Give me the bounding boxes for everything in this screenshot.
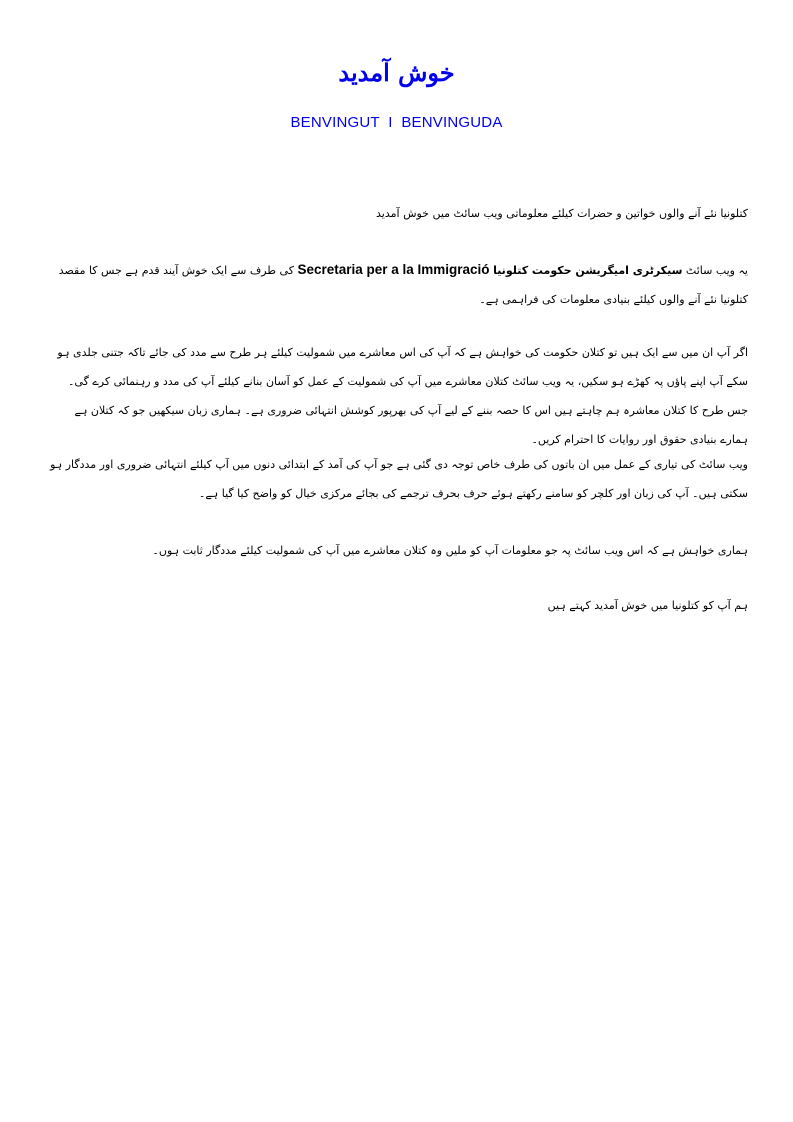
page-title-urdu: خوش آمدید: [338, 58, 455, 87]
secretariat-name-urdu: سیکرٹری امیگریشن حکومت کتلونیا: [493, 264, 683, 277]
paragraph-integration: اگر آپ ان میں سے ایک ہیں تو کتلان حکومت کی خواہش ہے کہ آپ کی اس معاشرے میں شمولیت کیلئے ہر طرح سے مدد کی جائے تاکہ جتنی جلدی ہو سکے آپ اپنے پاؤں پہ کھڑے ہو سکیں، یہ ویب سائٹ کتلان معاشرے میں آپ کی شمولیت کے عمل کو آسان بنانے کیلئے آپ کی مدد و رہنمائی کرے گی۔ جس طرح کا کتلان معاشرہ ہم چاہتے ہیں اس کا حصہ بننے کے لیے آپ کی بھرپور کوشش انتہائی ضروری ہے۔ ہماری زبان سیکھیں جو کہ کتلان ہے ہمارے بنیادی حقوق اور روایات کا احترام کریں۔: [57, 346, 748, 446]
paragraph-wish: ہماری خواہش ہے کہ اس ویب سائٹ پہ جو معلومات آپ کو ملیں وہ کتلان معاشرے میں آپ کی شمولیت کیلئے مددگار ثابت ہوں۔: [152, 544, 748, 557]
paragraph-welcome: کتلونیا نئے آنے والوں خواتین و حضرات کیلئے معلوماتی ویب سائٹ میں خوش آمدید: [376, 207, 748, 220]
page-title-latin: BENVINGUT I BENVINGUDA: [290, 114, 503, 131]
paragraph-about-website: [44, 255, 748, 314]
paragraph-preparation: ویب سائٹ کی تیاری کے عمل میں ان باتوں کی طرف خاص توجہ دی گئی ہے جو آپ کی آمد کے ابتدائی دنوں میں آپ کیلئے انتہائی ضروری اور مددگار ہو سکتی ہیں۔ آپ کی زبان اور کلچر کو سامنے رکھتے ہوئے حرف بحرف ترجمے کی بجائے مرکزی خیال کو واضح کیا گیا ہے۔: [50, 458, 748, 500]
paragraph-closing: ہم آپ کو کتلونیا میں خوش آمدید کہتے ہیں: [547, 599, 748, 612]
paragraph-about-intro: یہ ویب سائٹ: [682, 264, 748, 277]
paragraph-about-rest: کی طرف سے ایک خوش آیند قدم ہے جس کا مقصد کتلونیا نئے آنے والوں کیلئے بنیادی معلومات کی فراہمی ہے۔: [58, 264, 748, 306]
secretariat-name-catalan: Secretaria per a la Immigració: [297, 262, 490, 277]
